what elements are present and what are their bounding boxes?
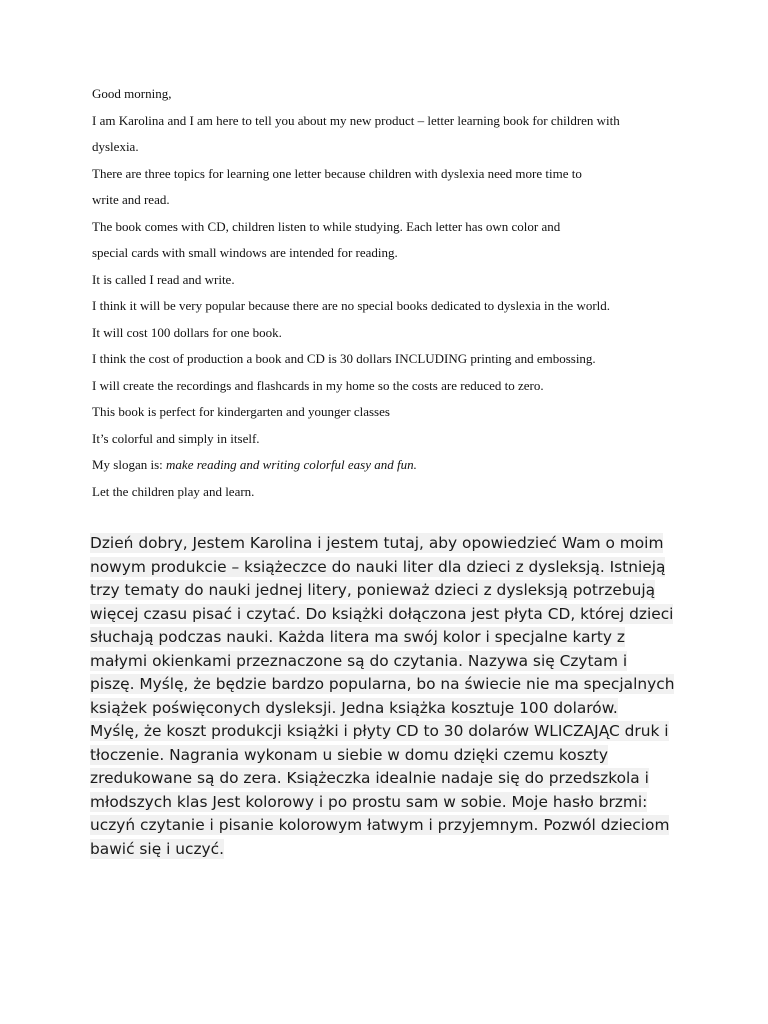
polish-line bbox=[90, 673, 690, 697]
polish-line-text: piszę. Myślę, że będzie bardzo popularna, bo na świecie nie ma specjalnych bbox=[90, 675, 675, 693]
polish-line-text: Myślę, że koszt produkcji książki i płyty CD to 30 dolarów WLICZAJĄC druk i bbox=[90, 722, 669, 740]
text-line: This book is perfect for kindergarten and younger classes bbox=[92, 404, 390, 419]
polish-line bbox=[90, 532, 690, 556]
text-line: The book comes with CD, children listen to while studying. Each letter has own color and bbox=[92, 218, 561, 234]
text-line: dyslexia. bbox=[92, 139, 139, 154]
text-line: I think the cost of production a book and CD is 30 dollars INCLUDING printing and embossing. bbox=[92, 351, 596, 366]
text-line: It will cost 100 dollars for one book. bbox=[92, 324, 282, 340]
text-line: It’s colorful and simply in itself. bbox=[92, 430, 260, 446]
polish-line bbox=[90, 697, 690, 721]
polish-line-text: małymi okienkami przeznaczone są do czytania. Nazywa się Czytam i bbox=[90, 651, 628, 670]
text-line: write and read. bbox=[92, 192, 170, 207]
text-line: I think it will be very popular because there are no special books dedicated to dyslexia in the world. bbox=[92, 298, 611, 313]
polish-line-text: Dzień dobry, Jestem Karolina i jestem tutaj, aby opowiedzieć Wam o moim bbox=[90, 534, 664, 552]
polish-line-text: młodszych klas Jest kolorowy i po prostu sam w sobie. Moje hasło brzmi: bbox=[90, 792, 648, 811]
polish-line bbox=[90, 579, 690, 603]
polish-line bbox=[90, 556, 690, 580]
english-text-block bbox=[92, 84, 692, 508]
polish-line-text: tłoczenie. Nagrania wykonam u siebie w domu dzięki czemu koszty bbox=[90, 745, 608, 764]
polish-line-text: trzy tematy do nauki jednej litery, ponieważ dzieci z dysleksją potrzebują bbox=[90, 581, 656, 599]
polish-line-text: zredukowane są do zera. Książeczka idealnie nadaje się do przedszkola i bbox=[90, 769, 649, 787]
polish-line bbox=[90, 767, 690, 791]
polish-line bbox=[90, 603, 690, 627]
closing-line: Let the children play and learn. bbox=[92, 483, 255, 499]
slogan-prefix: My slogan is: bbox=[92, 457, 167, 472]
polish-line bbox=[90, 626, 690, 650]
polish-line-text: nowym produkcie – książeczce do nauki liter dla dzieci z dysleksją. Istnieją bbox=[90, 557, 666, 576]
polish-line bbox=[90, 650, 690, 674]
slogan-text: make reading and writing colorful easy and fun. bbox=[166, 457, 417, 472]
text-line: Good morning, bbox=[92, 86, 172, 101]
polish-line-text: uczyń czytanie i pisanie kolorowym łatwym i przyjemnym. Pozwól dzieciom bbox=[90, 816, 670, 834]
text-line: special cards with small windows are intended for reading. bbox=[92, 245, 398, 260]
polish-line-text: więcej czasu pisać i czytać. Do książki dołączona jest płyta CD, której dzieci bbox=[90, 604, 674, 623]
slogan-line bbox=[92, 455, 692, 482]
polish-line-text: książek poświęconych dysleksji. Jedna książka kosztuje 100 dolarów. bbox=[90, 698, 618, 717]
text-line: I will create the recordings and flashcards in my home so the costs are reduced to zero. bbox=[92, 377, 544, 393]
text-line: I am Karolina and I am here to tell you about my new product – letter learning book for children with bbox=[92, 112, 620, 128]
polish-line bbox=[90, 838, 690, 862]
polish-line-text: bawić się i uczyć. bbox=[90, 839, 224, 858]
polish-line bbox=[90, 720, 690, 744]
polish-line-text: słuchają podczas nauki. Każda litera ma swój kolor i specjalne karty z bbox=[90, 628, 625, 646]
polish-line bbox=[90, 744, 690, 768]
polish-line bbox=[90, 791, 690, 815]
text-line: It is called I read and write. bbox=[92, 271, 235, 287]
text-line: There are three topics for learning one letter because children with dyslexia need more time to bbox=[92, 165, 582, 181]
polish-line bbox=[90, 814, 690, 838]
polish-text-block bbox=[90, 532, 690, 861]
